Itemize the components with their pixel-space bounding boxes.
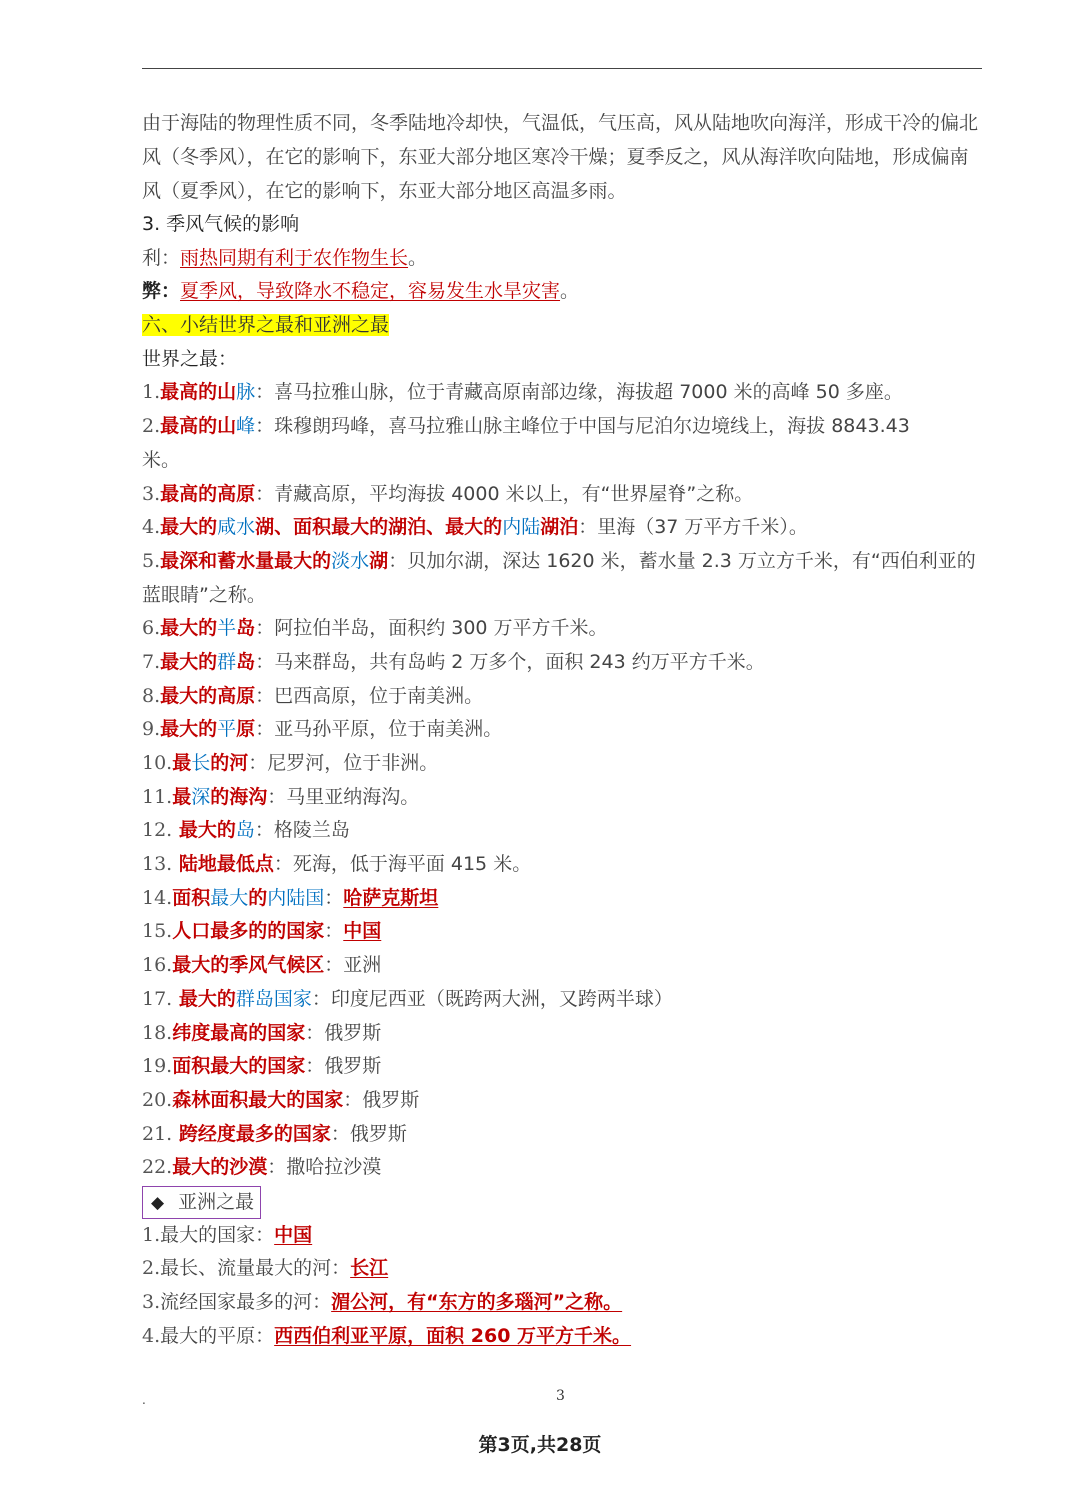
section-3-heading: 3. 季风气候的影响 [142,213,300,235]
item-label-part: 原 [236,718,256,741]
item-label-part: 人口最多的的国家 [172,920,325,943]
item-label-part: 群岛国家 [235,987,312,1010]
item-label-part: 淡水 [331,549,370,572]
world-item [142,1151,984,1185]
item-label-part: 最高的山 [160,415,237,438]
item-label-part: 岛 [236,617,256,640]
item-label: 最大的平原： [160,1324,275,1347]
world-item [142,376,984,410]
item-number: 14. [142,886,173,909]
item-label-part: 峰 [236,415,256,438]
item-label-part: 湖、面积最大的湖泊、最大的 [255,516,503,539]
item-label-part: 湖 [369,549,389,572]
world-item [142,1118,984,1152]
world-item [142,511,984,545]
world-item [142,680,984,714]
world-item [142,747,984,781]
pro-label: 利： [142,246,181,269]
world-records-list [142,376,984,1185]
item-answer: 哈萨克斯坦 [343,886,439,909]
monsoon-formation-paragraph: 由于海陆的物理性质不同，冬季陆地冷却快，气温低，气压高，风从陆地吹向海洋，形成干冷的偏北风（冬季风），在它的影响下，东亚大部分地区寒冷干燥；夏季反之，风从海洋吹向陆地，形成偏南风（夏季风），在它的影响下，东亚大部分地区高温多雨。 [142,112,979,202]
world-item [142,646,984,680]
diamond-bullet-icon: ◆ [151,1192,165,1213]
item-number: 2. [142,415,161,438]
world-item [142,915,984,949]
item-label-part: 的河 [210,752,249,774]
page-number: 3 [556,1388,565,1404]
item-separator: ： [324,886,344,909]
asia-item [142,1252,984,1286]
item-description: ：亚洲 [324,954,382,977]
item-number: 12. [142,819,173,842]
item-label-part: 最大的季风气候区 [172,954,325,977]
item-number: 10. [142,752,173,774]
item-number: 2. [142,1257,161,1280]
item-description: ：俄罗斯 [330,1122,407,1145]
item-description: ：里海（37 万平方千米）。 [578,516,808,539]
item-label-part: 的 [248,886,268,909]
item-number: 18. [142,1021,173,1044]
item-description: ：巴西高原，位于南美洲。 [255,684,484,707]
item-description: ：印度尼西亚（既跨两大洲，又跨两半球） [311,987,673,1010]
item-number: 4. [142,516,161,539]
item-description: ：死海，低于海平面 415 米。 [273,853,532,876]
item-label-part: 最深和蓄水量最大的 [160,549,332,572]
world-item [142,545,984,579]
item-label-part: 最大的 [160,617,218,640]
item-label-part: 森林面积最大的国家 [172,1088,344,1111]
item-label-part: 跨经度最多的国家 [172,1122,331,1145]
footer-dot: . [142,1393,146,1407]
asia-item [142,1320,984,1354]
world-item [142,410,984,444]
item-label-part: 群 [217,650,237,673]
world-item [142,848,984,882]
item-label-part: 面积 [172,886,211,909]
section-6-heading: 六、小结世界之最和亚洲之最 [142,314,390,337]
item-number: 15. [142,920,173,943]
item-description: ：青藏高原，平均海拔 4000 米以上，有“世界屋脊”之称。 [255,482,754,505]
world-item [142,814,984,848]
item-label-part: 岛 [235,819,255,842]
asia-records-list [142,1219,984,1354]
item-answer: 湄公河，有“东方的多瑙河”之称。 [331,1291,623,1313]
item-label-part: 平 [217,718,237,741]
item-description: ：亚马孙平原，位于南美洲。 [255,718,503,741]
item-description: ：珠穆朗玛峰，喜马拉雅山脉主峰位于中国与尼泊尔边境线上，海拔 8843.43 [255,415,910,438]
item-number: 21. [142,1122,173,1145]
document-body [142,106,984,1353]
con-end: 。 [560,280,580,303]
world-records-title: 世界之最： [142,347,238,370]
world-item [142,478,984,512]
item-number: 19. [142,1055,173,1078]
item-label-part: 最 [172,752,192,774]
world-item-5-continued: 蓝眼睛”之称。 [142,583,266,606]
item-description: ：贝加尔湖，深达 1620 米，蓄水量 2.3 万立方千米，有“西伯利亚的 [388,549,976,572]
item-answer: 中国 [343,920,382,943]
world-item [142,983,984,1017]
item-description: ：俄罗斯 [305,1021,382,1044]
item-label-part: 内陆国 [267,886,325,909]
item-number: 16. [142,954,173,977]
item-number: 1. [142,1223,161,1246]
item-number: 6. [142,617,161,640]
item-label-part: 面积最大的国家 [172,1055,306,1078]
item-number: 3. [142,1291,161,1313]
item-label-part: 最高的高原 [160,482,256,505]
item-number: 9. [142,718,161,741]
item-label-part: 最大的 [160,718,218,741]
item-number: 5. [142,549,161,572]
item-label-part: 最 [172,785,192,808]
con-label: 弊： [142,280,181,303]
item-description: ：喜马拉雅山脉，位于青藏高原南部边缘，海拔超 7000 米的高峰 50 多座。 [255,381,903,404]
item-answer: 长江 [350,1257,389,1280]
pro-line [142,242,984,276]
world-item [142,781,984,815]
item-label-part: 长 [191,752,211,774]
item-number: 1. [142,381,161,404]
item-separator: ： [324,920,344,943]
header-rule [142,68,982,69]
item-number: 11. [142,785,173,808]
item-description: ：马来群岛，共有岛屿 2 万多个，面积 243 约万平方千米。 [255,650,765,673]
item-label-part: 最大的 [160,516,218,539]
item-label-part: 最大的沙漠 [172,1156,268,1179]
item-number: 17. [142,987,173,1010]
item-description: ：撒哈拉沙漠 [267,1156,382,1179]
asia-item [142,1219,984,1253]
world-item [142,1017,984,1051]
pro-end: 。 [408,246,428,269]
asia-title-line [142,1185,984,1219]
item-number: 7. [142,650,161,673]
item-description: ：马里亚纳海沟。 [267,785,420,808]
world-item [142,612,984,646]
item-description: ：俄罗斯 [305,1055,382,1078]
item-number: 20. [142,1088,173,1111]
section-6-heading-line [142,309,984,343]
con-line [142,275,984,309]
asia-records-title-box [142,1186,261,1219]
item-label-part: 的海沟 [210,785,268,808]
item-label-part: 内陆 [502,516,541,539]
item-label-part: 最大 [210,886,249,909]
world-item [142,949,984,983]
item-number: 13. [142,853,173,876]
item-label-part: 最大的 [172,819,236,842]
asia-item [142,1286,984,1320]
item-label-part: 岛 [236,650,256,673]
asia-records-title: 亚洲之最 [178,1190,255,1213]
item-number: 4. [142,1324,161,1347]
item-label-part: 最高的山 [160,381,237,404]
item-description: ：俄罗斯 [343,1088,420,1111]
world-item [142,882,984,916]
item-label-part: 最大的 [160,650,218,673]
item-label-part: 最大的 [172,987,236,1010]
item-label-part: 半 [217,617,237,640]
item-label-part: 最大的高原 [160,684,256,707]
item-answer: 中国 [274,1223,313,1246]
item-label-part: 咸水 [217,516,256,539]
item-label-part: 脉 [236,381,256,404]
con-text: 夏季风，导致降水不稳定，容易发生水旱灾害 [180,280,561,303]
item-label-part: 深 [191,785,211,808]
world-item [142,1084,984,1118]
item-label-part: 陆地最低点 [172,853,274,876]
page-count: 第3页,共28页 [478,1434,602,1456]
item-number: 3. [142,482,161,505]
item-label-part: 纬度最高的国家 [172,1021,306,1044]
item-description: ：阿拉伯半岛，面积约 300 万平方千米。 [255,617,608,640]
pro-text: 雨热同期有利于农作物生长 [180,246,409,269]
item-description: ：格陵兰岛 [254,819,350,842]
item-label: 最大的国家： [160,1223,275,1246]
world-item [142,713,984,747]
item-description: ：尼罗河，位于非洲。 [248,752,439,774]
item-label: 最长、流量最大的河： [160,1257,351,1280]
world-item [142,1050,984,1084]
item-label-part: 湖泊 [540,516,579,539]
world-item-2-continued: 米。 [142,448,181,471]
item-number: 22. [142,1156,173,1179]
item-number: 8. [142,684,161,707]
item-label: 流经国家最多的河： [160,1291,332,1313]
item-answer: 西西伯利亚平原，面积 260 万平方千米。 [274,1324,632,1347]
